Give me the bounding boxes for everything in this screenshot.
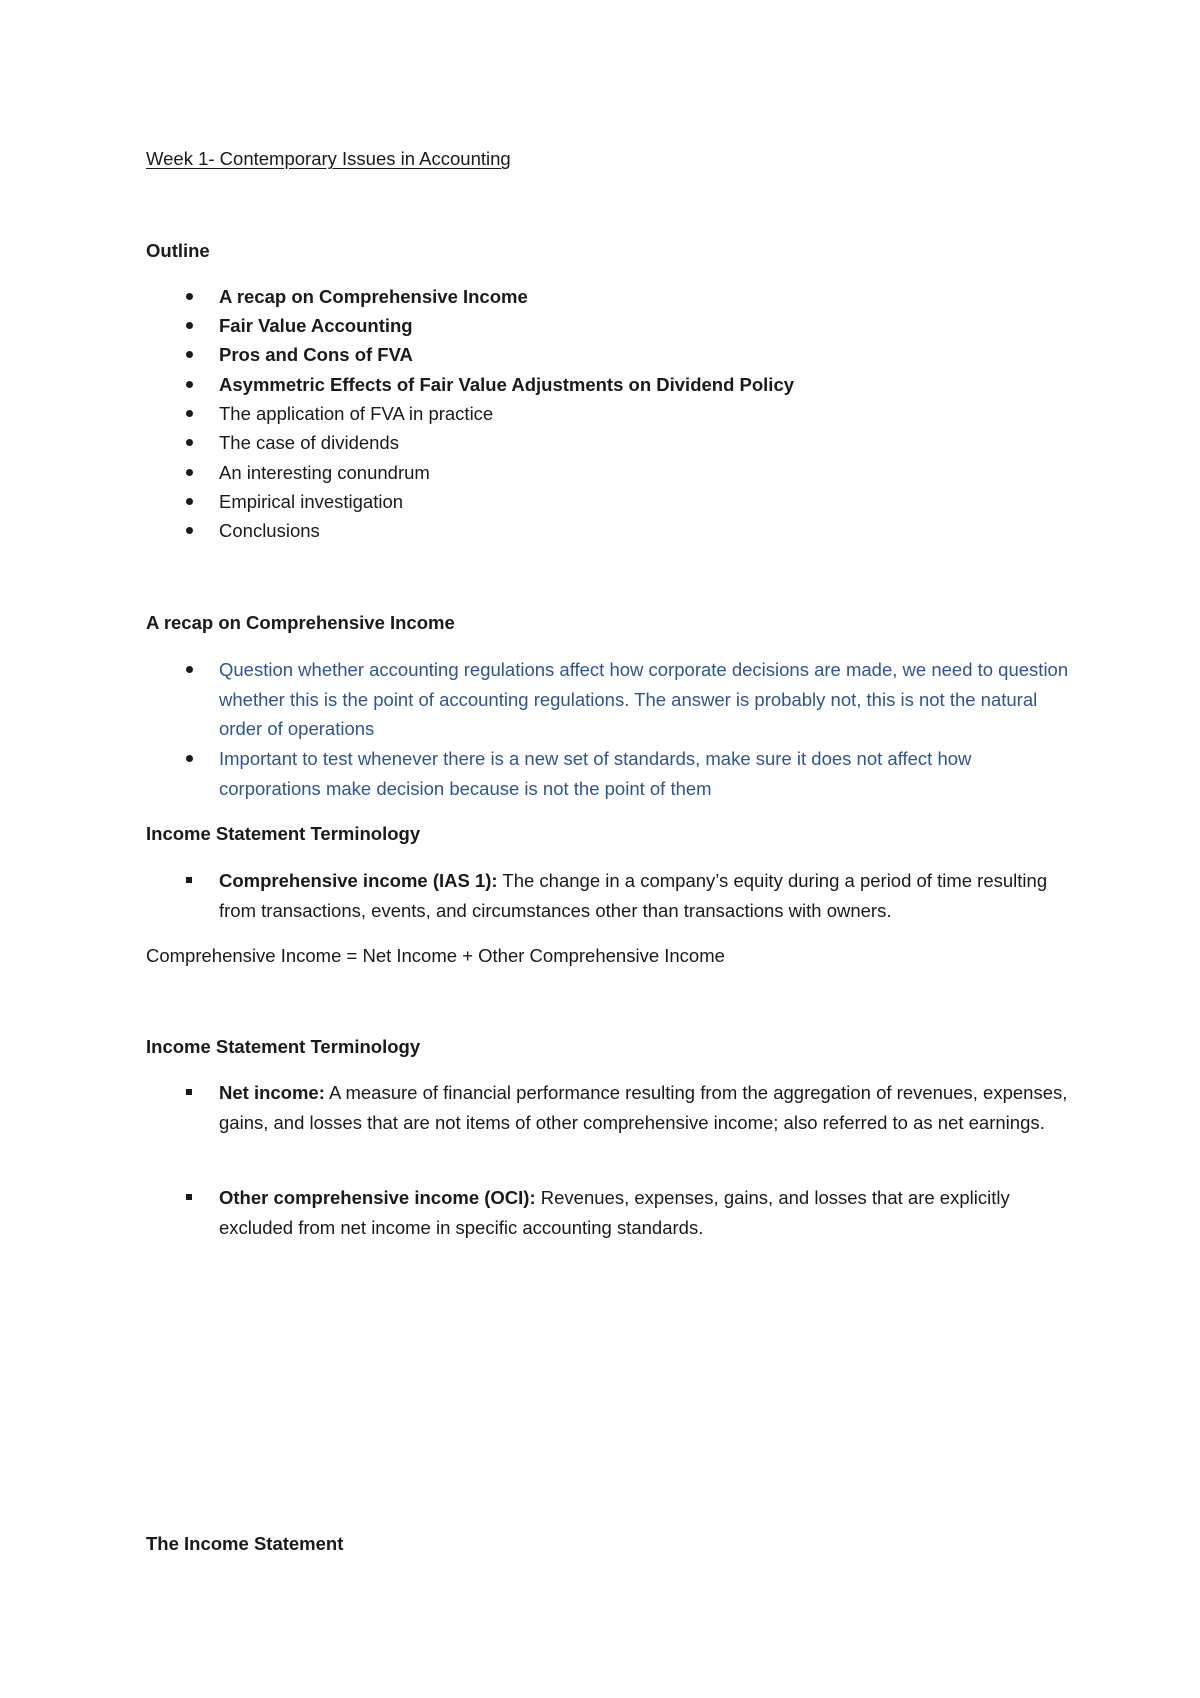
outline-item: Pros and Cons of FVA [219, 344, 413, 365]
bullet-icon [179, 462, 199, 484]
bullet-icon [179, 1187, 199, 1209]
outline-item: The application of FVA in practice [219, 403, 494, 424]
bullet-icon [179, 870, 199, 892]
bullet-icon [179, 748, 199, 770]
outline-item: Asymmetric Effects of Fair Value Adjustments on Dividend Policy [219, 374, 795, 395]
recap-note: Important to test whenever there is a new set of standards, make sure it does not affect how corporations make decision because is not the point of them [219, 748, 972, 799]
bullet-icon [179, 315, 199, 337]
terminology-item [219, 1183, 1069, 1242]
term-definition: A measure of financial performance resulting from the aggregation of revenues, expenses, gains, and losses that are not items of other comprehensive income; also referred to as net earnings. [219, 1082, 1068, 1133]
outline-item: Empirical investigation [219, 491, 404, 512]
term-label: Net income: [219, 1082, 325, 1103]
bullet-icon [179, 432, 199, 454]
bullet-icon [179, 491, 199, 513]
terminology-heading: Income Statement Terminology [146, 1036, 421, 1057]
bullet-icon [179, 403, 199, 425]
bullet-icon [179, 286, 199, 308]
formula-line: Comprehensive Income = Net Income + Other Comprehensive Income [146, 945, 725, 966]
bullet-icon [179, 659, 199, 681]
term-label: Other comprehensive income (OCI): [219, 1187, 536, 1208]
terminology-item [219, 866, 1069, 925]
terminology-heading: Income Statement Terminology [146, 823, 421, 844]
terminology-item [219, 1078, 1069, 1137]
recap-note: Question whether accounting regulations affect how corporate decisions are made, we need to question whether this is the point of accounting regulations. The answer is probably not, this is not the natural order of operations [219, 659, 1069, 739]
outline-item: The case of dividends [219, 432, 399, 453]
bullet-icon [179, 520, 199, 542]
outline-item: A recap on Comprehensive Income [219, 286, 528, 307]
income-statement-heading: The Income Statement [146, 1533, 344, 1554]
bullet-icon [179, 374, 199, 396]
outline-item: Conclusions [219, 520, 320, 541]
term-definition: The change in a company’s equity during a period of time resulting from transactions, events, and circumstances other than transactions with owners. [219, 870, 1048, 921]
outline-heading: Outline [146, 240, 210, 261]
bullet-icon [179, 1082, 199, 1104]
document-title: Week 1- Contemporary Issues in Accounting [146, 148, 511, 169]
outline-item: An interesting conundrum [219, 462, 430, 483]
term-definition: Revenues, expenses, gains, and losses that are explicitly excluded from net income in specific accounting standards. [219, 1187, 1010, 1238]
term-label: Comprehensive income (IAS 1): [219, 870, 498, 891]
outline-item: Fair Value Accounting [219, 315, 413, 336]
recap-heading: A recap on Comprehensive Income [146, 612, 455, 633]
bullet-icon [179, 344, 199, 366]
